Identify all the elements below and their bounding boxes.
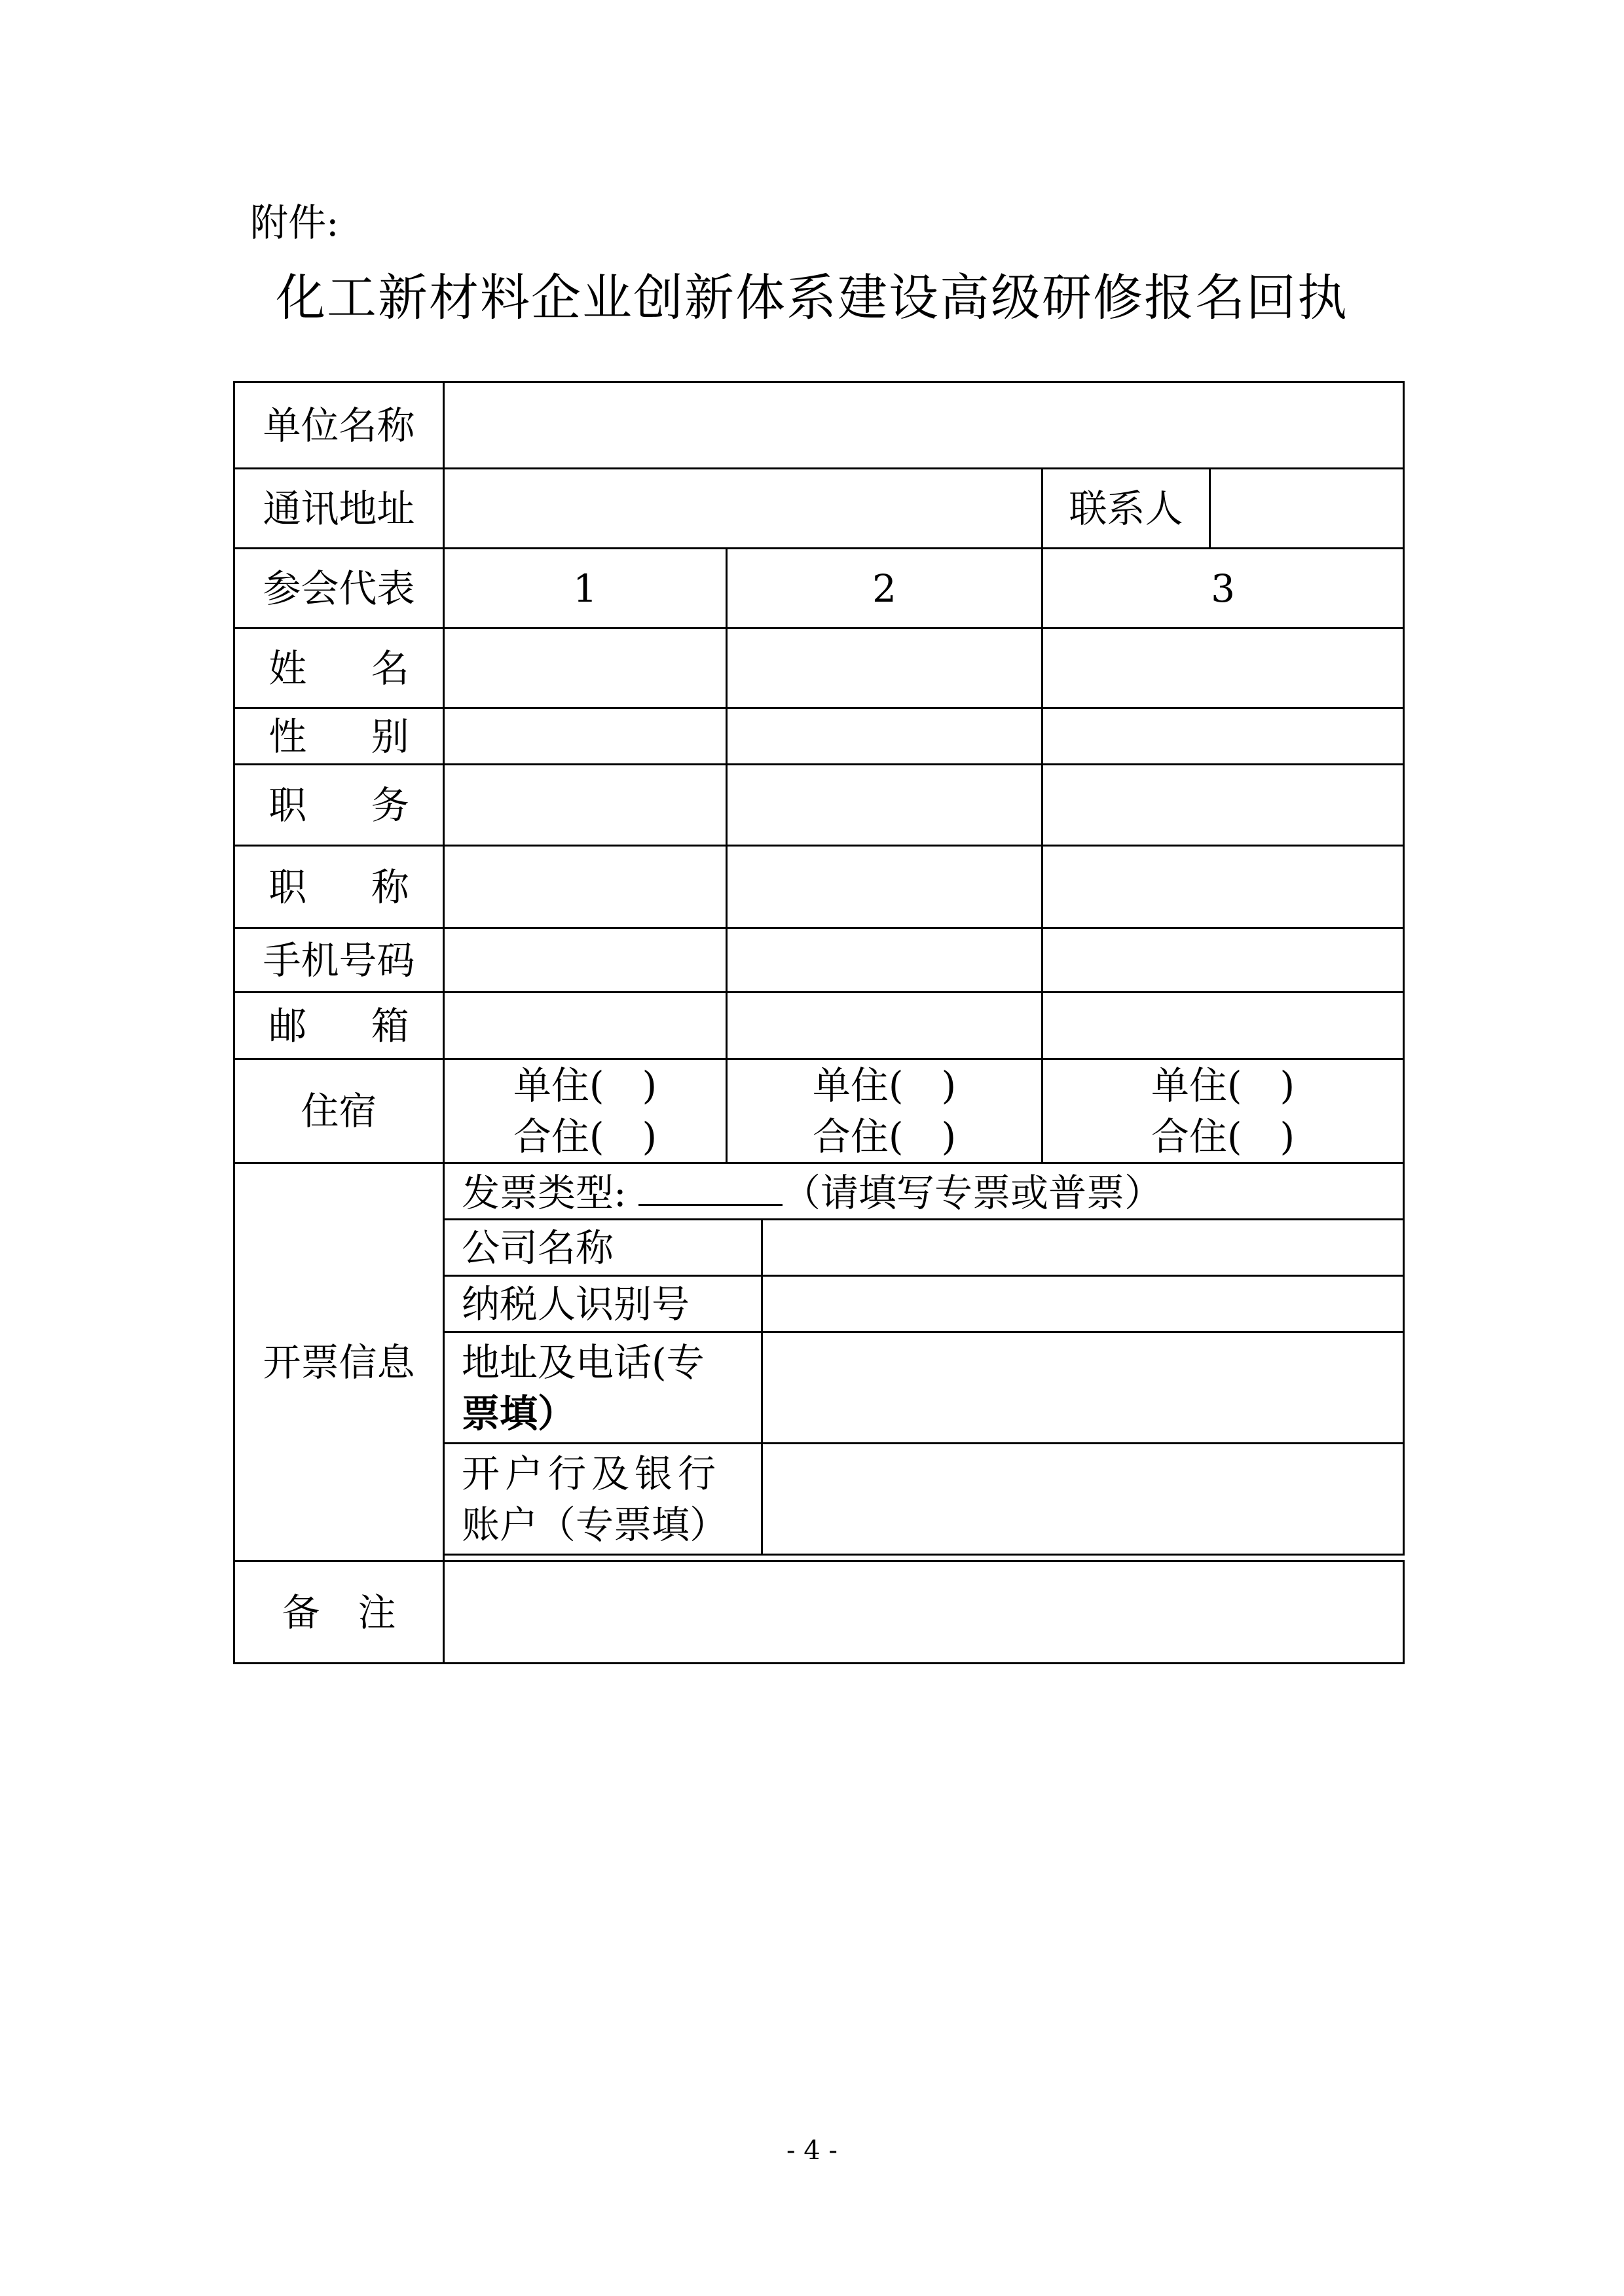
lodging-single-option[interactable]: 单住( ) <box>812 1063 957 1108</box>
invoice-type-hint: （请填写专票或普票） <box>782 1170 1162 1215</box>
email-field-1[interactable] <box>444 993 727 1059</box>
address-label: 通讯地址 <box>234 469 444 549</box>
unit-name-row <box>234 382 1404 469</box>
invoice-label: 开票信息 <box>234 1163 444 1561</box>
position-row <box>234 765 1404 846</box>
lodging-options-1[interactable] <box>444 1059 727 1163</box>
page-title: 化工新材料企业创新体系建设高级研修报名回执 <box>276 268 1348 327</box>
page-number: - 4 - <box>786 2136 838 2166</box>
address-row <box>234 469 1404 549</box>
mobile-row <box>234 928 1404 993</box>
contact-field[interactable] <box>1210 469 1404 549</box>
lodging-shared-option[interactable]: 合住( ) <box>1151 1114 1295 1159</box>
email-label: 邮 箱 <box>234 993 444 1059</box>
company-name-field[interactable] <box>762 1220 1404 1276</box>
gender-label: 性 别 <box>234 708 444 765</box>
lodging-options-3[interactable] <box>1043 1059 1404 1163</box>
position-field-3[interactable] <box>1043 765 1404 846</box>
delegates-label: 参会代表 <box>234 549 444 629</box>
name-label: 姓 名 <box>234 629 444 708</box>
registration-form-table <box>233 381 1405 1664</box>
bank-account-label-line2: 账户（专票填） <box>462 1502 728 1547</box>
attachment-label: 附件: <box>250 200 339 245</box>
title-field-2[interactable] <box>727 846 1043 928</box>
delegates-row <box>234 549 1404 629</box>
company-name-label: 公司名称 <box>444 1220 762 1276</box>
title-label: 职 称 <box>234 846 444 928</box>
delegate-number-3: 3 <box>1043 549 1404 629</box>
delegate-number-1: 1 <box>444 549 727 629</box>
contact-label: 联系人 <box>1043 469 1210 549</box>
tax-id-field[interactable] <box>762 1276 1404 1332</box>
gender-row <box>234 708 1404 765</box>
remarks-label: 备 注 <box>234 1561 444 1664</box>
name-field-1[interactable] <box>444 629 727 708</box>
delegate-number-2: 2 <box>727 549 1043 629</box>
address-phone-label <box>444 1332 762 1444</box>
title-field-3[interactable] <box>1043 846 1404 928</box>
title-row <box>234 846 1404 928</box>
gender-field-1[interactable] <box>444 708 727 765</box>
bank-account-label <box>444 1444 762 1555</box>
lodging-single-option[interactable]: 单住( ) <box>513 1063 657 1108</box>
bank-account-field[interactable] <box>762 1444 1404 1555</box>
tax-id-label-text: 纳税人识别号 <box>462 1281 690 1326</box>
remarks-field[interactable] <box>444 1561 1404 1664</box>
email-field-2[interactable] <box>727 993 1043 1059</box>
gender-field-2[interactable] <box>727 708 1043 765</box>
gender-field-3[interactable] <box>1043 708 1404 765</box>
unit-name-field[interactable] <box>444 382 1404 469</box>
email-row <box>234 993 1404 1059</box>
invoice-type-label: 发票类型: <box>462 1170 627 1215</box>
position-field-2[interactable] <box>727 765 1043 846</box>
lodging-label: 住宿 <box>234 1059 444 1163</box>
position-field-1[interactable] <box>444 765 727 846</box>
address-field[interactable] <box>444 469 1043 549</box>
lodging-options-2[interactable] <box>727 1059 1043 1163</box>
unit-name-label: 单位名称 <box>234 382 444 469</box>
mobile-field-3[interactable] <box>1043 928 1404 993</box>
bank-account-label-line1: 开户行及银行 <box>462 1451 722 1496</box>
position-label: 职 务 <box>234 765 444 846</box>
address-phone-field[interactable] <box>762 1332 1404 1444</box>
name-row <box>234 629 1404 708</box>
name-field-3[interactable] <box>1043 629 1404 708</box>
invoice-type-blank[interactable] <box>638 1165 783 1206</box>
invoice-type-row <box>234 1163 1404 1220</box>
lodging-shared-option[interactable]: 合住( ) <box>812 1114 957 1159</box>
lodging-shared-option[interactable]: 合住( ) <box>513 1114 657 1159</box>
mobile-field-1[interactable] <box>444 928 727 993</box>
address-phone-label-line2: 票填） <box>462 1391 576 1436</box>
name-field-2[interactable] <box>727 629 1043 708</box>
remarks-row <box>234 1561 1404 1664</box>
title-field-1[interactable] <box>444 846 727 928</box>
lodging-row <box>234 1059 1404 1163</box>
invoice-type-cell <box>444 1163 1404 1220</box>
lodging-single-option[interactable]: 单住( ) <box>1151 1063 1295 1108</box>
mobile-field-2[interactable] <box>727 928 1043 993</box>
tax-id-label <box>444 1276 762 1332</box>
address-phone-label-line1: 地址及电话(专 <box>462 1339 705 1385</box>
email-field-3[interactable] <box>1043 993 1404 1059</box>
mobile-label: 手机号码 <box>234 928 444 993</box>
